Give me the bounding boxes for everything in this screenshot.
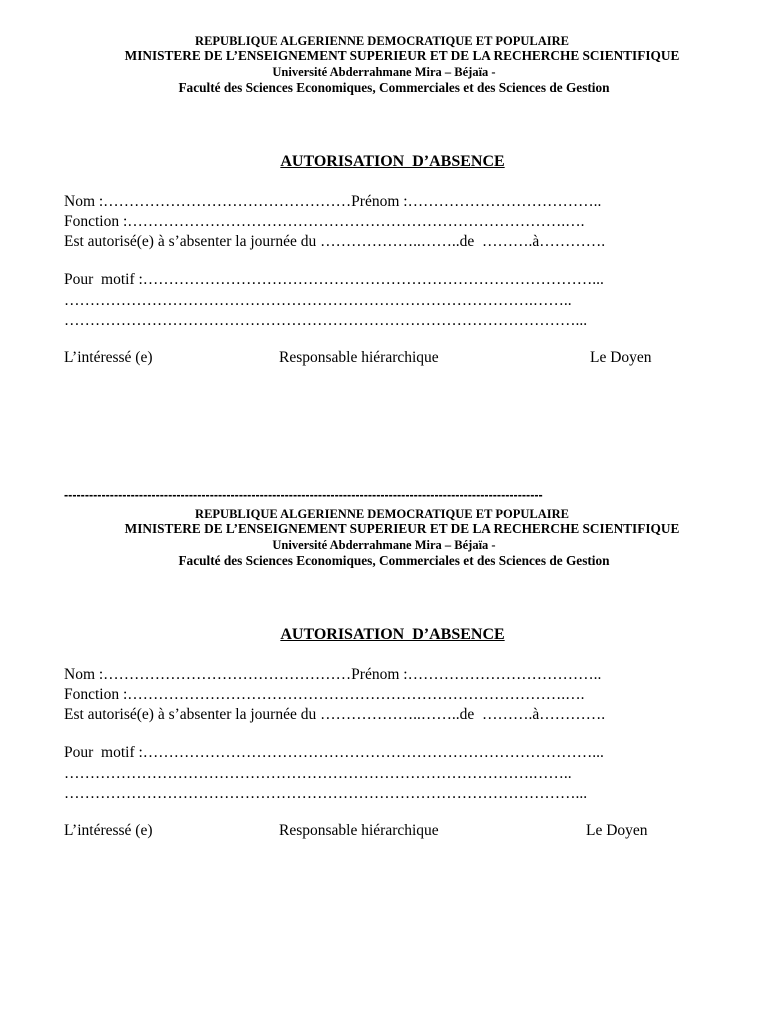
fonction-field: Fonction :………………………………………………………………………….…. bbox=[64, 213, 585, 230]
signature-doyen: Le Doyen bbox=[586, 822, 648, 839]
header-faculty: Faculté des Sciences Economiques, Commerciales et des Sciences de Gestion bbox=[178, 553, 610, 568]
header-ministry: MINISTERE DE L’ENSEIGNEMENT SUPERIEUR ET DE LA RECHERCHE SCIENTIFIQUE bbox=[124, 521, 680, 536]
nom-prenom-field: Nom :…………………………………………Prénom :……………………………….. bbox=[64, 666, 602, 683]
signature-interesse: L’intéressé (e) bbox=[64, 349, 153, 366]
motif-continuation-line: ……………………………………………………………………………….…….. bbox=[64, 765, 572, 782]
header-ministry: MINISTERE DE L’ENSEIGNEMENT SUPERIEUR ET DE LA RECHERCHE SCIENTIFIQUE bbox=[124, 48, 680, 63]
cut-separator-line: ------------------------------------------------------------------------------------------------------------------- bbox=[64, 488, 543, 502]
motif-field: Pour motif :……………………………………………………………………………... bbox=[64, 271, 604, 288]
signature-doyen: Le Doyen bbox=[590, 349, 652, 366]
header-republic: REPUBLIQUE ALGERIENNE DEMOCRATIQUE ET POPULAIRE bbox=[195, 34, 569, 48]
signature-responsable: Responsable hiérarchique bbox=[279, 349, 439, 366]
motif-continuation-line: ……………………………………………………………………………….…….. bbox=[64, 292, 572, 309]
motif-continuation-line: ………………………………………………………………………………………... bbox=[64, 785, 588, 802]
motif-field: Pour motif :……………………………………………………………………………... bbox=[64, 744, 604, 761]
absence-date-field: Est autorisé(e) à s’absenter la journée du ………………..……..de ……….à…………. bbox=[64, 706, 606, 723]
signature-interesse: L’intéressé (e) bbox=[64, 822, 153, 839]
nom-prenom-field: Nom :…………………………………………Prénom :……………………………….. bbox=[64, 193, 602, 210]
motif-continuation-line: ………………………………………………………………………………………... bbox=[64, 312, 588, 329]
form-title: AUTORISATION D’ABSENCE bbox=[280, 626, 505, 643]
absence-date-field: Est autorisé(e) à s’absenter la journée du ………………..……..de ……….à…………. bbox=[64, 233, 606, 250]
header-university: Université Abderrahmane Mira – Béjaïa - bbox=[272, 538, 496, 552]
header-republic: REPUBLIQUE ALGERIENNE DEMOCRATIQUE ET POPULAIRE bbox=[195, 507, 569, 521]
header-faculty: Faculté des Sciences Economiques, Commerciales et des Sciences de Gestion bbox=[178, 80, 610, 95]
header-university: Université Abderrahmane Mira – Béjaïa - bbox=[272, 65, 496, 79]
form-title: AUTORISATION D’ABSENCE bbox=[280, 153, 505, 170]
signature-responsable: Responsable hiérarchique bbox=[279, 822, 439, 839]
fonction-field: Fonction :………………………………………………………………………….…. bbox=[64, 686, 585, 703]
